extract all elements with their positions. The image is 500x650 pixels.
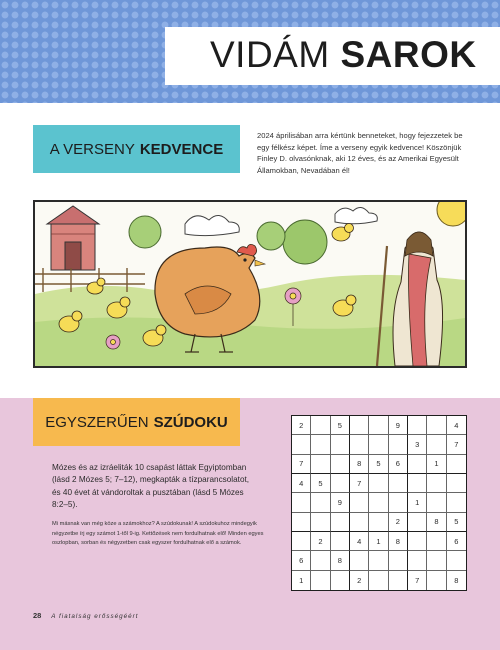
sudoku-cell[interactable]	[447, 551, 466, 570]
sudoku-cell[interactable]	[331, 532, 350, 551]
sudoku-cell[interactable]	[331, 513, 350, 532]
sudoku-cell[interactable]: 8	[331, 551, 350, 570]
sudoku-cell[interactable]: 5	[369, 455, 388, 474]
sudoku-cell[interactable]: 1	[408, 493, 427, 512]
sudoku-cell[interactable]	[350, 493, 369, 512]
sudoku-cell[interactable]	[389, 551, 408, 570]
sudoku-cell[interactable]	[369, 416, 388, 435]
sudoku-cell[interactable]	[292, 493, 311, 512]
sudoku-cell[interactable]	[311, 513, 330, 532]
sudoku-cell[interactable]: 4	[447, 416, 466, 435]
sudoku-cell[interactable]	[427, 435, 446, 454]
sudoku-cell[interactable]	[369, 493, 388, 512]
sudoku-cell[interactable]: 6	[389, 455, 408, 474]
sudoku-label	[33, 398, 240, 446]
sudoku-cell[interactable]	[427, 571, 446, 590]
sudoku-cell[interactable]: 1	[292, 571, 311, 590]
sudoku-cell[interactable]	[408, 474, 427, 493]
sudoku-cell[interactable]: 8	[389, 532, 408, 551]
sudoku-cell[interactable]: 7	[350, 474, 369, 493]
sudoku-grid	[291, 415, 467, 591]
sudoku-cell[interactable]	[427, 551, 446, 570]
sudoku-cell[interactable]	[369, 435, 388, 454]
sudoku-cell[interactable]: 8	[427, 513, 446, 532]
page-footer	[33, 611, 138, 620]
sudoku-cell[interactable]	[350, 551, 369, 570]
sudoku-cell[interactable]	[350, 416, 369, 435]
sudoku-cell[interactable]: 6	[447, 532, 466, 551]
sudoku-cell[interactable]	[408, 416, 427, 435]
sudoku-cell[interactable]: 7	[447, 435, 466, 454]
title-light: VIDÁM	[210, 34, 330, 75]
sudoku-cell[interactable]	[311, 416, 330, 435]
title-bold: SAROK	[340, 34, 477, 75]
sudoku-rules-text: Mi másnak van még köze a számokhoz? A szúdokunak! A szúdokuhoz mindegyik négyzetbe írj egy számot 1-től 9-ig. Kettőzések nem fordulhatnak elő! Minden egyes oszlopban, sorban és négyzetben csak egyszer fordulhatnak elő a számok.	[52, 521, 264, 547]
sudoku-cell[interactable]	[447, 474, 466, 493]
sudoku-cell[interactable]	[331, 571, 350, 590]
sudoku-cell[interactable]	[447, 455, 466, 474]
sudoku-cell[interactable]	[369, 513, 388, 532]
sudoku-cell[interactable]: 6	[292, 551, 311, 570]
sudoku-label-light: EGYSZERŰEN	[45, 413, 149, 431]
sudoku-label-bold: SZÚDOKU	[153, 413, 228, 431]
sudoku-cell[interactable]: 7	[408, 571, 427, 590]
sudoku-cell[interactable]: 5	[447, 513, 466, 532]
sudoku-cell[interactable]	[389, 493, 408, 512]
sudoku-cell[interactable]: 9	[389, 416, 408, 435]
sudoku-cell[interactable]: 2	[292, 416, 311, 435]
contest-label-bold: KEDVENCE	[139, 140, 224, 158]
hen-chicks-jesus-drawing	[35, 202, 465, 366]
page-title	[210, 33, 477, 77]
sudoku-cell[interactable]	[311, 493, 330, 512]
sudoku-cell[interactable]: 2	[389, 513, 408, 532]
sudoku-cell[interactable]: 5	[311, 474, 330, 493]
sudoku-cell[interactable]	[331, 455, 350, 474]
magazine-name: A fiatalság erősségéért	[51, 613, 139, 620]
sudoku-cell[interactable]	[331, 435, 350, 454]
sudoku-cell[interactable]	[311, 435, 330, 454]
sudoku-cell[interactable]	[350, 435, 369, 454]
sudoku-cell[interactable]	[408, 513, 427, 532]
sudoku-cell[interactable]	[350, 513, 369, 532]
contest-label-light: A VERSENY	[49, 140, 135, 158]
sudoku-cell[interactable]	[389, 571, 408, 590]
page-number: 28	[33, 611, 42, 620]
sudoku-cell[interactable]	[369, 571, 388, 590]
sudoku-intro-text: Mózes és az izráeliták 10 csapást láttak Egyiptomban (lásd 2 Mózes 5; 7–12), megkapták a tízparancsolatot, és 40 évet át vándoroltak a pusztában (lásd 5 Mózes 8:2–5).	[52, 463, 250, 510]
contest-intro-text: 2024 áprilisában arra kértünk benneteket, hogy fejezzetek be egy félkész képet. Íme a verseny egyik kedvence! Köszönjük Finley D. olvasónknak, aki 12 éves, és az Amerikai Egyesült Államokban, Nevadában él!	[257, 131, 463, 175]
sudoku-cell[interactable]: 5	[331, 416, 350, 435]
sudoku-cell[interactable]	[311, 455, 330, 474]
sudoku-cell[interactable]	[427, 532, 446, 551]
sudoku-cell[interactable]	[369, 474, 388, 493]
sudoku-cell[interactable]: 4	[350, 532, 369, 551]
sudoku-cell[interactable]	[292, 513, 311, 532]
sudoku-cell[interactable]	[408, 551, 427, 570]
sudoku-cell[interactable]	[427, 416, 446, 435]
sudoku-cell[interactable]: 1	[427, 455, 446, 474]
sudoku-cell[interactable]	[389, 435, 408, 454]
sudoku-cell[interactable]	[311, 571, 330, 590]
contest-drawing	[33, 200, 467, 368]
sudoku-cell[interactable]: 4	[292, 474, 311, 493]
sudoku-cell[interactable]	[427, 493, 446, 512]
sudoku-cell[interactable]	[427, 474, 446, 493]
sudoku-cell[interactable]: 2	[350, 571, 369, 590]
sudoku-cell[interactable]	[369, 551, 388, 570]
sudoku-cell[interactable]	[311, 551, 330, 570]
sudoku-cell[interactable]	[389, 474, 408, 493]
sudoku-cell[interactable]	[292, 532, 311, 551]
sudoku-cell[interactable]: 2	[311, 532, 330, 551]
sudoku-cell[interactable]	[447, 493, 466, 512]
contest-label	[33, 125, 240, 173]
sudoku-cell[interactable]: 7	[292, 455, 311, 474]
sudoku-cell[interactable]	[408, 532, 427, 551]
sudoku-cell[interactable]: 8	[350, 455, 369, 474]
sudoku-cell[interactable]: 1	[369, 532, 388, 551]
sudoku-cell[interactable]	[408, 455, 427, 474]
sudoku-cell[interactable]	[292, 435, 311, 454]
sudoku-cell[interactable]	[331, 474, 350, 493]
sudoku-cell[interactable]: 9	[331, 493, 350, 512]
sudoku-cell[interactable]: 8	[454, 575, 459, 585]
sudoku-cell[interactable]: 3	[408, 435, 427, 454]
